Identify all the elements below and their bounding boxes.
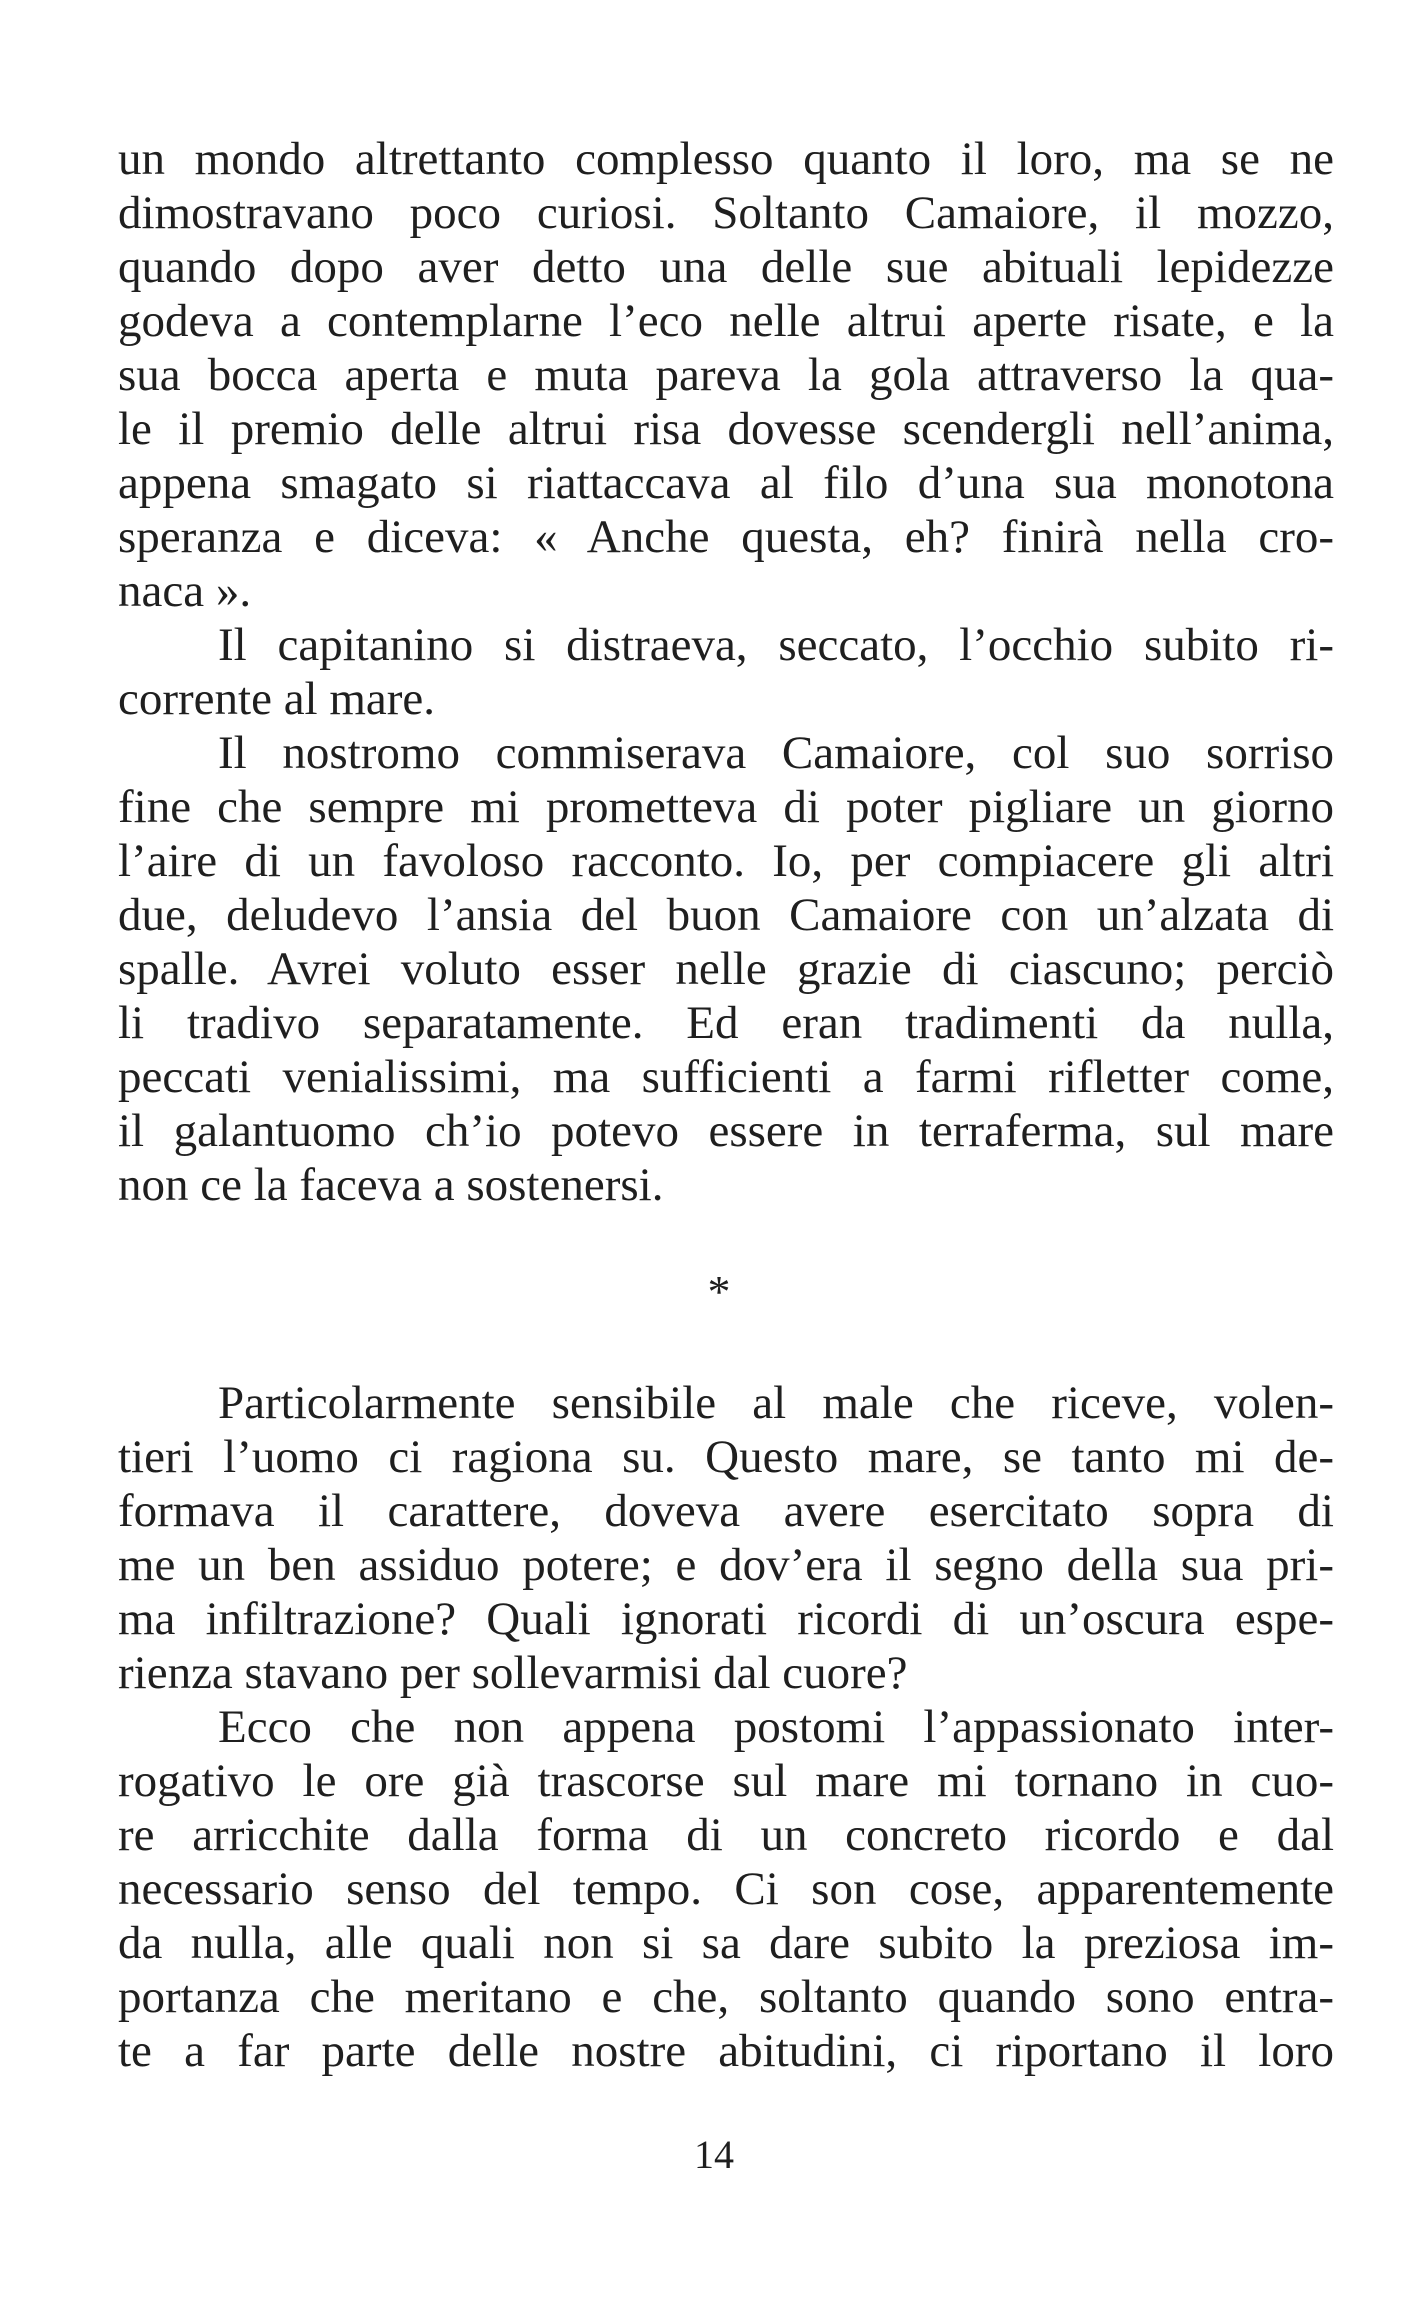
text-line: rienza stavano per sollevarmisi dal cuore?	[118, 1647, 908, 1699]
text-line: te a far parte delle nostre abitudini, ci riportano il loro	[118, 2025, 1334, 2077]
text-line: spalle. Avrei voluto esser nelle grazie di ciascuno; perciò	[118, 943, 1334, 995]
text-line: naca ».	[118, 565, 252, 617]
text-line: appena smagato si riattaccava al filo d’una sua monotona	[118, 457, 1334, 509]
text-line: li tradivo separatamente. Ed eran tradimenti da nulla,	[118, 997, 1334, 1049]
text-line: formava il carattere, doveva avere esercitato sopra di	[118, 1485, 1334, 1537]
section-separator: *	[707, 1266, 731, 1317]
text-line: Il capitanino si distraeva, seccato, l’occhio subito ri-	[218, 619, 1334, 671]
text-line: un mondo altrettanto complesso quanto il loro, ma se ne	[118, 133, 1334, 185]
text-line: fine che sempre mi prometteva di poter pigliare un giorno	[118, 781, 1334, 833]
text-line: tieri l’uomo ci ragiona su. Questo mare, se tanto mi de-	[118, 1431, 1334, 1483]
text-line: quando dopo aver detto una delle sue abituali lepidezze	[118, 241, 1334, 293]
text-line: peccati venialissimi, ma sufficienti a farmi rifletter come,	[118, 1051, 1334, 1103]
text-line: l’aire di un favoloso racconto. Io, per compiacere gli altri	[118, 835, 1334, 887]
text-line: speranza e diceva: « Anche questa, eh? finirà nella cro-	[118, 511, 1334, 563]
page-number: 14	[694, 2132, 734, 2177]
text-line: portanza che meritano e che, soltanto quando sono entra-	[118, 1971, 1334, 2023]
text-line: me un ben assiduo potere; e dov’era il segno della sua pri-	[118, 1539, 1334, 1591]
text-line: le il premio delle altrui risa dovesse scendergli nell’anima,	[118, 403, 1334, 455]
text-line: necessario senso del tempo. Ci son cose, apparentemente	[118, 1863, 1334, 1915]
text-line: Particolarmente sensibile al male che riceve, volen-	[218, 1377, 1334, 1429]
text-line: re arricchite dalla forma di un concreto ricordo e dal	[118, 1809, 1334, 1861]
text-line: godeva a contemplarne l’eco nelle altrui aperte risate, e la	[118, 295, 1334, 347]
text-line: ma infiltrazione? Quali ignorati ricordi di un’oscura espe-	[118, 1593, 1334, 1645]
text-line: rogativo le ore già trascorse sul mare mi tornano in cuo-	[118, 1755, 1334, 1807]
text-line: il galantuomo ch’io potevo essere in terraferma, sul mare	[118, 1105, 1334, 1157]
text-line: sua bocca aperta e muta pareva la gola attraverso la qua-	[118, 349, 1334, 401]
text-line: corrente al mare.	[118, 673, 436, 725]
text-line: Il nostromo commiserava Camaiore, col suo sorriso	[218, 727, 1334, 779]
text-line: dimostravano poco curiosi. Soltanto Camaiore, il mozzo,	[118, 187, 1334, 239]
text-line: Ecco che non appena postomi l’appassionato inter-	[218, 1701, 1334, 1753]
text-line: da nulla, alle quali non si sa dare subito la preziosa im-	[118, 1917, 1334, 1969]
text-line: non ce la faceva a sostenersi.	[118, 1159, 664, 1211]
text-line: due, deludevo l’ansia del buon Camaiore con un’alzata di	[118, 889, 1334, 941]
